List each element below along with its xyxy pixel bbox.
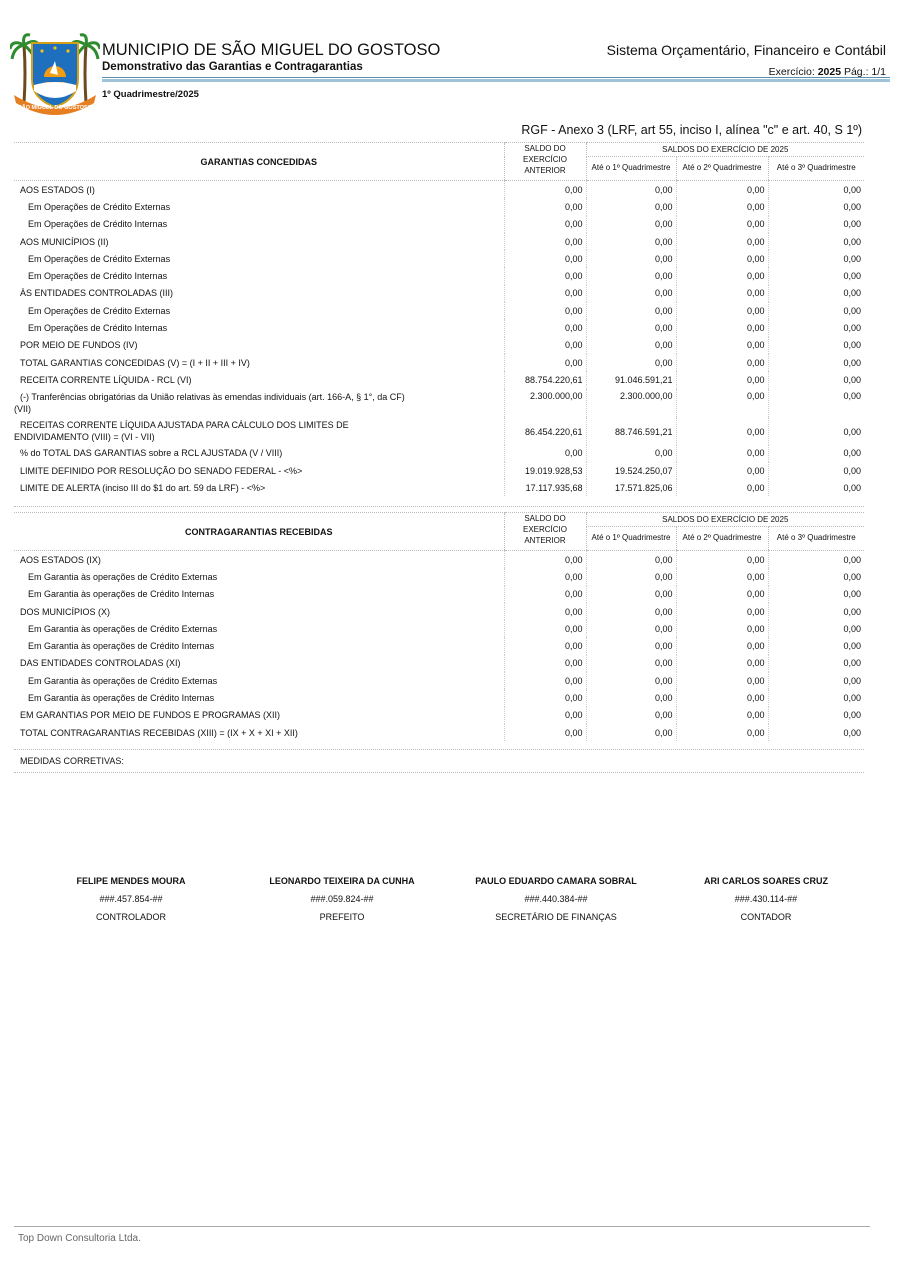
table-cell-value: 0,00 bbox=[504, 302, 586, 319]
table-cell-value: 0,00 bbox=[768, 389, 864, 417]
table-cell-value: 0,00 bbox=[504, 319, 586, 336]
table-cell-value: 91.046.591,21 bbox=[586, 371, 676, 388]
table-row bbox=[14, 655, 864, 672]
table-cell-value: 0,00 bbox=[676, 707, 768, 724]
table-cell-value: 0,00 bbox=[504, 603, 586, 620]
table-cell-label: % do TOTAL DAS GARANTIAS sobre a RCL AJUSTADA (V / VIII) bbox=[20, 448, 283, 459]
table-cell-value: 19.019.928,53 bbox=[504, 462, 586, 479]
counter-guarantees-table bbox=[14, 512, 864, 741]
table-cell-label: Em Operações de Crédito Externas bbox=[28, 305, 171, 316]
table-cell-label: Em Operações de Crédito Internas bbox=[28, 323, 168, 334]
table-cell-value: 0,00 bbox=[586, 603, 676, 620]
table-cell-value: 0,00 bbox=[676, 233, 768, 250]
svg-text:SÃO MIGUEL DO GOSTOSO: SÃO MIGUEL DO GOSTOSO bbox=[18, 105, 92, 111]
table-cell-value: 0,00 bbox=[586, 337, 676, 354]
table-cell-value: 0,00 bbox=[768, 198, 864, 215]
table-cell-value: 0,00 bbox=[768, 603, 864, 620]
signer-document: ###.440.384-## bbox=[524, 894, 588, 904]
table-cell-label: Em Garantia às operações de Crédito Internas bbox=[28, 589, 215, 600]
table-cell-value: 0,00 bbox=[676, 637, 768, 654]
table-row bbox=[14, 672, 864, 689]
table-cell-value: 0,00 bbox=[768, 267, 864, 284]
table-cell-value: 0,00 bbox=[676, 389, 768, 417]
signer-name: PAULO EDUARDO CAMARA SOBRAL bbox=[475, 876, 637, 886]
table-cell-label-line: (VII) bbox=[14, 403, 31, 414]
col-q2: Até o 2º Quadrimestre bbox=[676, 157, 768, 181]
table-cell-value: 0,00 bbox=[768, 568, 864, 585]
table-cell-value: 2.300.000,00 bbox=[504, 389, 586, 417]
table-row bbox=[14, 285, 864, 302]
table-cell-value: 0,00 bbox=[676, 445, 768, 462]
table-cell-value: 0,00 bbox=[768, 233, 864, 250]
footer-company: Top Down Consultoria Ltda. bbox=[18, 1233, 141, 1244]
col-q1: Até o 1º Quadrimestre bbox=[586, 157, 676, 181]
table-cell-label: Em Garantia às operações de Crédito Externas bbox=[28, 675, 218, 686]
table-cell-label-line: (-) Tranferências obrigatórias da União relativas às emendas individuais (art. 166-A, § 1°, da CF) bbox=[20, 391, 405, 402]
header-rule-accent bbox=[102, 79, 890, 82]
table-cell-value: 88.754.220,61 bbox=[504, 371, 586, 388]
table-cell-value: 0,00 bbox=[504, 445, 586, 462]
table-cell-value: 0,00 bbox=[504, 655, 586, 672]
guarantees-table bbox=[14, 142, 864, 496]
table-cell-value: 0,00 bbox=[676, 354, 768, 371]
table-cell-value: 0,00 bbox=[676, 181, 768, 199]
table-cell-value: 0,00 bbox=[586, 707, 676, 724]
signature-block bbox=[16, 872, 246, 926]
table-cell-value: 0,00 bbox=[768, 620, 864, 637]
table-cell-label-line: RECEITAS CORRENTE LÍQUIDA AJUSTADA PARA CÁLCULO DOS LIMITES DE bbox=[20, 419, 349, 430]
table-row bbox=[14, 479, 864, 496]
signer-role: PREFEITO bbox=[319, 912, 365, 922]
table-cell-value: 0,00 bbox=[504, 354, 586, 371]
table-cell-label: AOS ESTADOS (IX) bbox=[20, 554, 101, 565]
table-cell-label: LIMITE DEFINIDO POR RESOLUÇÃO DO SENADO FEDERAL - <%> bbox=[20, 465, 303, 476]
table-cell-value: 0,00 bbox=[504, 181, 586, 199]
table-cell-value: 0,00 bbox=[586, 445, 676, 462]
table-cell-label: Em Garantia às operações de Crédito Internas bbox=[28, 693, 215, 704]
table-cell-value: 0,00 bbox=[676, 603, 768, 620]
section-divider bbox=[14, 772, 864, 773]
table-row bbox=[14, 250, 864, 267]
table-cell-value: 0,00 bbox=[676, 371, 768, 388]
table-row bbox=[14, 181, 864, 199]
table-cell-value: 0,00 bbox=[504, 568, 586, 585]
table-cell-value: 0,00 bbox=[676, 586, 768, 603]
signer-name: LEONARDO TEIXEIRA DA CUNHA bbox=[269, 876, 415, 886]
table-cell-value: 0,00 bbox=[586, 354, 676, 371]
signer-role: CONTROLADOR bbox=[95, 912, 166, 922]
table-cell-value: 0,00 bbox=[586, 250, 676, 267]
table-cell-value: 0,00 bbox=[768, 371, 864, 388]
table-cell-label: ÀS ENTIDADES CONTROLADAS (III) bbox=[20, 288, 174, 299]
table-cell-value: 0,00 bbox=[676, 479, 768, 496]
table-cell-value: 0,00 bbox=[676, 568, 768, 585]
table-cell-value: 0,00 bbox=[504, 216, 586, 233]
municipality-name: MUNICIPIO DE SÃO MIGUEL DO GOSTOSO bbox=[102, 41, 441, 59]
table-cell-value: 0,00 bbox=[676, 216, 768, 233]
table-cell-value: 17.117.935,68 bbox=[504, 479, 586, 496]
table-row bbox=[14, 637, 864, 654]
table-cell-label: Em Garantia às operações de Crédito Externas bbox=[28, 623, 218, 634]
table-row bbox=[14, 198, 864, 215]
table-cell-value: 0,00 bbox=[586, 302, 676, 319]
table-row bbox=[14, 216, 864, 233]
table-row bbox=[14, 389, 864, 417]
table-cell-value: 0,00 bbox=[676, 285, 768, 302]
col-q3: Até o 3º Quadrimestre bbox=[768, 157, 864, 181]
table-cell-value: 17.571.825,06 bbox=[586, 479, 676, 496]
table-cell-value: 0,00 bbox=[586, 637, 676, 654]
table-cell-value: 0,00 bbox=[768, 216, 864, 233]
table-cell-value: 0,00 bbox=[768, 285, 864, 302]
col-q2: Até o 2º Quadrimestre bbox=[676, 527, 768, 551]
report-header bbox=[0, 0, 900, 110]
table-cell-label: POR MEIO DE FUNDOS (IV) bbox=[20, 340, 138, 351]
table-cell-value: 0,00 bbox=[768, 181, 864, 199]
table-row bbox=[14, 267, 864, 284]
table-row bbox=[14, 354, 864, 371]
table-row bbox=[14, 417, 864, 445]
signer-name: ARI CARLOS SOARES CRUZ bbox=[703, 876, 828, 886]
table-cell-value: 0,00 bbox=[504, 586, 586, 603]
table-cell-label: DAS ENTIDADES CONTROLADAS (XI) bbox=[20, 658, 181, 669]
footer-rule bbox=[14, 1226, 870, 1227]
table-cell-value: 19.524.250,07 bbox=[586, 462, 676, 479]
signer-document: ###.457.854-## bbox=[99, 894, 163, 904]
table-cell-value: 0,00 bbox=[586, 198, 676, 215]
table-cell-value: 0,00 bbox=[676, 462, 768, 479]
table-cell-value: 0,00 bbox=[504, 337, 586, 354]
table-cell-value: 0,00 bbox=[768, 586, 864, 603]
table-cell-value: 0,00 bbox=[768, 302, 864, 319]
table-cell-value: 0,00 bbox=[504, 233, 586, 250]
table-cell-value: 0,00 bbox=[586, 620, 676, 637]
table-cell-label: TOTAL GARANTIAS CONCEDIDAS (V) = (I + II + III + IV) bbox=[20, 357, 250, 368]
system-name: Sistema Orçamentário, Financeiro e Contábil bbox=[606, 42, 886, 58]
table-row bbox=[14, 603, 864, 620]
signer-name: FELIPE MENDES MOURA bbox=[76, 876, 186, 886]
table-cell-value: 0,00 bbox=[676, 302, 768, 319]
period-label: 1º Quadrimestre/2025 bbox=[102, 89, 199, 100]
table-cell-label-line: ENDIVIDAMENTO (VIII) = (VI - VII) bbox=[14, 431, 155, 442]
table-cell-value: 0,00 bbox=[586, 689, 676, 706]
table-cell-value: 0,00 bbox=[504, 285, 586, 302]
table-cell-value: 0,00 bbox=[768, 637, 864, 654]
table-row bbox=[14, 371, 864, 388]
table-row bbox=[14, 551, 864, 569]
table-cell-value: 0,00 bbox=[504, 267, 586, 284]
table-row bbox=[14, 302, 864, 319]
table-cell-value: 0,00 bbox=[586, 319, 676, 336]
exercise-label: Exercício: bbox=[768, 66, 815, 78]
table-cell-value: 0,00 bbox=[504, 689, 586, 706]
section-divider bbox=[14, 506, 864, 507]
table-cell-value: 0,00 bbox=[768, 462, 864, 479]
page-number: Pág.: 1/1 bbox=[843, 66, 886, 78]
table-cell-value: 0,00 bbox=[676, 672, 768, 689]
corrective-measures-label: MEDIDAS CORRETIVAS: bbox=[20, 756, 124, 766]
municipal-coat-of-arms-icon bbox=[10, 33, 100, 117]
table-cell-value: 0,00 bbox=[676, 724, 768, 741]
table-row bbox=[14, 724, 864, 741]
col-q3: Até o 3º Quadrimestre bbox=[768, 527, 864, 551]
table-cell-value: 0,00 bbox=[768, 250, 864, 267]
signature-block bbox=[441, 872, 671, 926]
table-cell-label: TOTAL CONTRAGARANTIAS RECEBIDAS (XIII) = (IX + X + XI + XII) bbox=[20, 727, 298, 738]
signature-block bbox=[651, 872, 881, 926]
table-cell-value: 0,00 bbox=[586, 672, 676, 689]
table-cell-value: 0,00 bbox=[586, 551, 676, 569]
table-row bbox=[14, 568, 864, 585]
table-cell-value: 0,00 bbox=[586, 655, 676, 672]
col-q1: Até o 1º Quadrimestre bbox=[586, 527, 676, 551]
table-cell-label: Em Operações de Crédito Internas bbox=[28, 219, 168, 230]
table-cell-label: AOS ESTADOS (I) bbox=[20, 184, 95, 195]
table-cell-value: 0,00 bbox=[676, 620, 768, 637]
table-cell-value: 0,00 bbox=[586, 586, 676, 603]
table-cell-value: 0,00 bbox=[768, 337, 864, 354]
table-cell-label: RECEITA CORRENTE LÍQUIDA - RCL (VI) bbox=[20, 374, 192, 385]
table-cell-value: 88.746.591,21 bbox=[586, 417, 676, 445]
table-cell-value: 0,00 bbox=[676, 250, 768, 267]
table-cell-value: 0,00 bbox=[586, 233, 676, 250]
table-cell-label: AOS MUNICÍPIOS (II) bbox=[20, 236, 109, 247]
table-cell-label: DOS MUNICÍPIOS (X) bbox=[20, 606, 111, 617]
table-cell-value: 0,00 bbox=[768, 354, 864, 371]
table-cell-value: 86.454.220,61 bbox=[504, 417, 586, 445]
counter-guarantees-section-title: CONTRAGARANTIAS RECEBIDAS bbox=[14, 513, 504, 551]
table-cell-value: 0,00 bbox=[768, 707, 864, 724]
table-cell-label: EM GARANTIAS POR MEIO DE FUNDOS E PROGRAMAS (XII) bbox=[20, 710, 281, 721]
col-exercise-balances: SALDOS DO EXERCÍCIO DE 2025 bbox=[586, 143, 864, 157]
table-row bbox=[14, 319, 864, 336]
table-cell-label: Em Operações de Crédito Externas bbox=[28, 253, 171, 264]
table-cell-value: 0,00 bbox=[504, 250, 586, 267]
table-cell-label: Em Operações de Crédito Internas bbox=[28, 271, 168, 282]
table-cell-value: 0,00 bbox=[504, 198, 586, 215]
table-cell-value: 0,00 bbox=[504, 672, 586, 689]
table-cell-value: 0,00 bbox=[586, 724, 676, 741]
table-cell-value: 0,00 bbox=[586, 568, 676, 585]
table-row bbox=[14, 620, 864, 637]
table-cell-value: 2.300.000,00 bbox=[586, 389, 676, 417]
table-cell-value: 0,00 bbox=[504, 620, 586, 637]
table-cell-value: 0,00 bbox=[768, 319, 864, 336]
table-row bbox=[14, 337, 864, 354]
table-row bbox=[14, 689, 864, 706]
table-cell-value: 0,00 bbox=[768, 724, 864, 741]
table-row bbox=[14, 586, 864, 603]
report-title: RGF - Anexo 3 (LRF, art 55, inciso I, alínea "c" e art. 40, S 1º) bbox=[521, 123, 862, 137]
section-divider bbox=[14, 749, 864, 750]
table-cell-value: 0,00 bbox=[504, 551, 586, 569]
signer-role: CONTADOR bbox=[740, 912, 792, 922]
table-cell-value: 0,00 bbox=[676, 319, 768, 336]
signer-document: ###.059.824-## bbox=[310, 894, 374, 904]
col-prior-balance: SALDO DO EXERCÍCIO ANTERIOR bbox=[504, 143, 586, 181]
table-row bbox=[14, 707, 864, 724]
guarantees-section-title: GARANTIAS CONCEDIDAS bbox=[14, 143, 504, 181]
col-prior-balance: SALDO DO EXERCÍCIO ANTERIOR bbox=[504, 513, 586, 551]
table-cell-value: 0,00 bbox=[676, 337, 768, 354]
table-cell-value: 0,00 bbox=[504, 637, 586, 654]
table-cell-value: 0,00 bbox=[676, 267, 768, 284]
signer-role: SECRETÁRIO DE FINANÇAS bbox=[495, 912, 617, 922]
table-cell-value: 0,00 bbox=[586, 267, 676, 284]
signature-block bbox=[227, 872, 457, 926]
document-title: Demonstrativo das Garantias e Contragarantias bbox=[102, 61, 363, 73]
table-cell-value: 0,00 bbox=[768, 417, 864, 445]
signer-document: ###.430.114-## bbox=[734, 894, 798, 904]
table-cell-value: 0,00 bbox=[504, 724, 586, 741]
table-cell-label: Em Operações de Crédito Externas bbox=[28, 201, 171, 212]
exercise-info bbox=[769, 66, 886, 78]
table-cell-value: 0,00 bbox=[676, 655, 768, 672]
col-exercise-balances: SALDOS DO EXERCÍCIO DE 2025 bbox=[586, 513, 864, 527]
table-cell-value: 0,00 bbox=[768, 689, 864, 706]
table-cell-value: 0,00 bbox=[768, 672, 864, 689]
table-cell-value: 0,00 bbox=[676, 551, 768, 569]
table-row bbox=[14, 233, 864, 250]
table-cell-value: 0,00 bbox=[586, 181, 676, 199]
table-cell-value: 0,00 bbox=[676, 198, 768, 215]
table-cell-value: 0,00 bbox=[586, 216, 676, 233]
table-cell-label: Em Garantia às operações de Crédito Externas bbox=[28, 571, 218, 582]
table-cell-value: 0,00 bbox=[676, 417, 768, 445]
table-cell-value: 0,00 bbox=[768, 655, 864, 672]
table-cell-value: 0,00 bbox=[768, 445, 864, 462]
table-cell-label: Em Garantia às operações de Crédito Internas bbox=[28, 641, 215, 652]
table-cell-value: 0,00 bbox=[586, 285, 676, 302]
table-row bbox=[14, 462, 864, 479]
table-cell-value: 0,00 bbox=[768, 479, 864, 496]
exercise-year: 2025 bbox=[817, 66, 842, 78]
table-cell-value: 0,00 bbox=[768, 551, 864, 569]
table-cell-value: 0,00 bbox=[676, 689, 768, 706]
table-cell-label: LIMITE DE ALERTA (inciso III do $1 do art. 59 da LRF) - <%> bbox=[20, 482, 266, 493]
table-cell-value: 0,00 bbox=[504, 707, 586, 724]
table-row bbox=[14, 445, 864, 462]
